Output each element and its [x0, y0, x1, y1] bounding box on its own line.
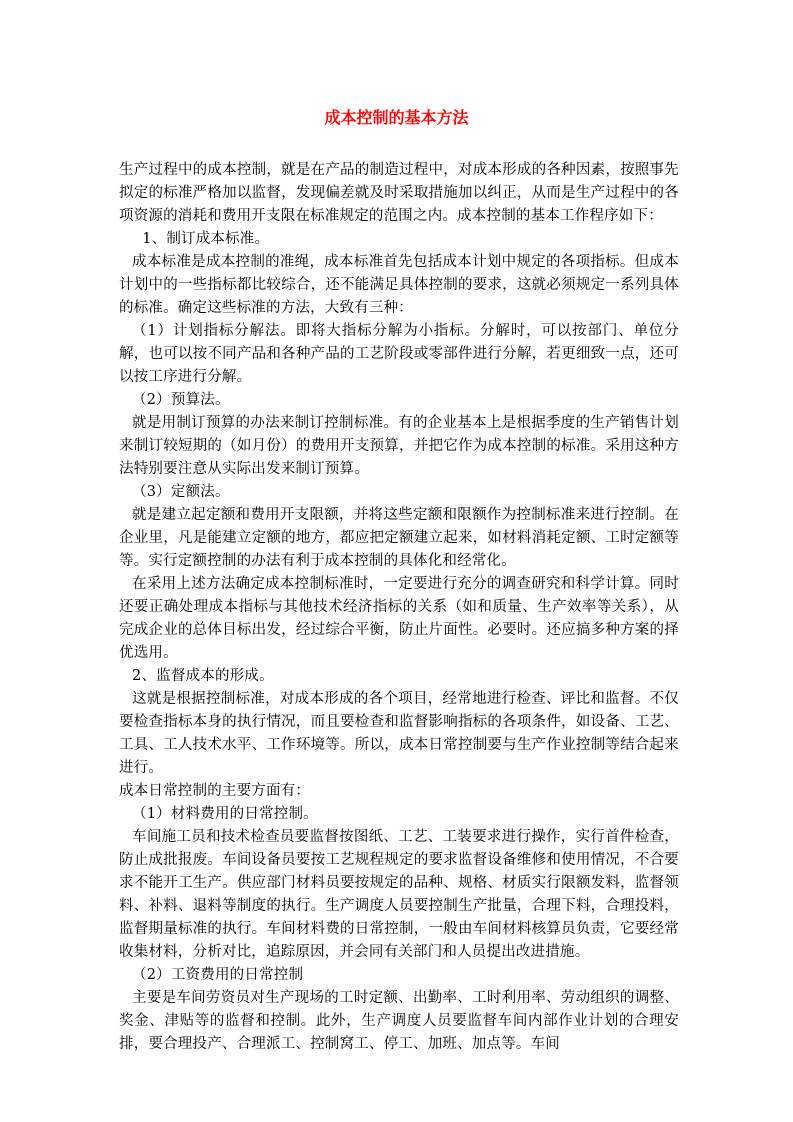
paragraph: 成本日常控制的主要方面有： [119, 783, 311, 799]
paragraph: （1）材料费用的日常控制。 [132, 806, 318, 822]
paragraph: 主要是车间劳资员对生产现场的工时定额、出勤率、工时利用率、劳动组织的调整、奖金、津贴等的监督和控制。此外，生产调度人员要监督车间内部作业计划的合理安排，要合理投产、合理派工、控制窝工、停工、加班、加点等。车间 [119, 990, 679, 1052]
paragraph: 车间施工员和技术检查员要监督按图纸、工艺、工装要求进行操作，实行首件检查，防止成批报废。车间设备员要按工艺规程规定的要求监督设备维修和使用情况，不合要求不能开工生产。供应部门材料员要按规定的品种、规格、材质实行限额发料，监督领料、补料、退料等制度的执行。生产调度人员要控制生产批量，合理下料，合理投料，监督期量标准的执行。车间材料费的日常控制，一般由车间材料核算员负责，它要经常收集材料，分析对比，追踪原因，并会同有关部门和人员提出改进措施。 [119, 829, 679, 960]
paragraph: （2）工资费用的日常控制 [132, 967, 304, 983]
paragraph: （3）定额法。 [132, 484, 230, 500]
paragraph: （1）计划指标分解法。即将大指标分解为小指标。分解时，可以按部门、单位分解，也可以按不同产品和各种产品的工艺阶段或零部件进行分解，若更细致一点，还可以按工序进行分解。 [119, 323, 679, 385]
paragraph: 生产过程中的成本控制，就是在产品的制造过程中，对成本形成的各种因素，按照事先拟定的标准严格加以监督，发现偏差就及时采取措施加以纠正，从而是生产过程中的各项资源的消耗和费用开支限在标准规定的范围之内。成本控制的基本工作程序如下： [119, 162, 679, 224]
paragraph: 成本标准是成本控制的准绳，成本标准首先包括成本计划中规定的各项指标。但成本计划中的一些指标都比较综合，还不能满足具体控制的要求，这就必须规定一系列具体的标准。确定这些标准的方法，大致有三种： [119, 254, 679, 316]
paragraph: 就是用制订预算的办法来制订控制标准。有的企业基本上是根据季度的生产销售计划来制订较短期的（如月份）的费用开支预算，并把它作为成本控制的标准。采用这种方法特别要注意从实际出发来制订预算。 [119, 415, 679, 477]
paragraph: 在采用上述方法确定成本控制标准时，一定要进行充分的调查研究和科学计算。同时还要正确处理成本指标与其他技术经济指标的关系（如和质量、生产效率等关系），从完成企业的总体目标出发，经过综合平衡，防止片面性。必要时。还应搞多种方案的择优选用。 [119, 576, 679, 661]
paragraph: 2、监督成本的形成。 [132, 668, 274, 684]
document-body [119, 159, 679, 1056]
document-title: 成本控制的基本方法 [324, 108, 469, 127]
paragraph: 1、制订成本标准。 [142, 231, 270, 247]
paragraph: （2）预算法。 [132, 392, 230, 408]
paragraph: 就是建立起定额和费用开支限额，并将这些定额和限额作为控制标准来进行控制。在企业里，凡是能建立定额的地方，都应把定额建立起来，如材料消耗定额、工时定额等等。实行定额控制的办法有利于成本控制的具体化和经常化。 [119, 507, 679, 569]
paragraph: 这就是根据控制标准，对成本形成的各个项目，经常地进行检查、评比和监督。不仅要检查指标本身的执行情况，而且要检查和监督影响指标的各项条件，如设备、工艺、工具、工人技术水平、工作环境等。所以，成本日常控制要与生产作业控制等结合起来进行。 [119, 691, 679, 776]
